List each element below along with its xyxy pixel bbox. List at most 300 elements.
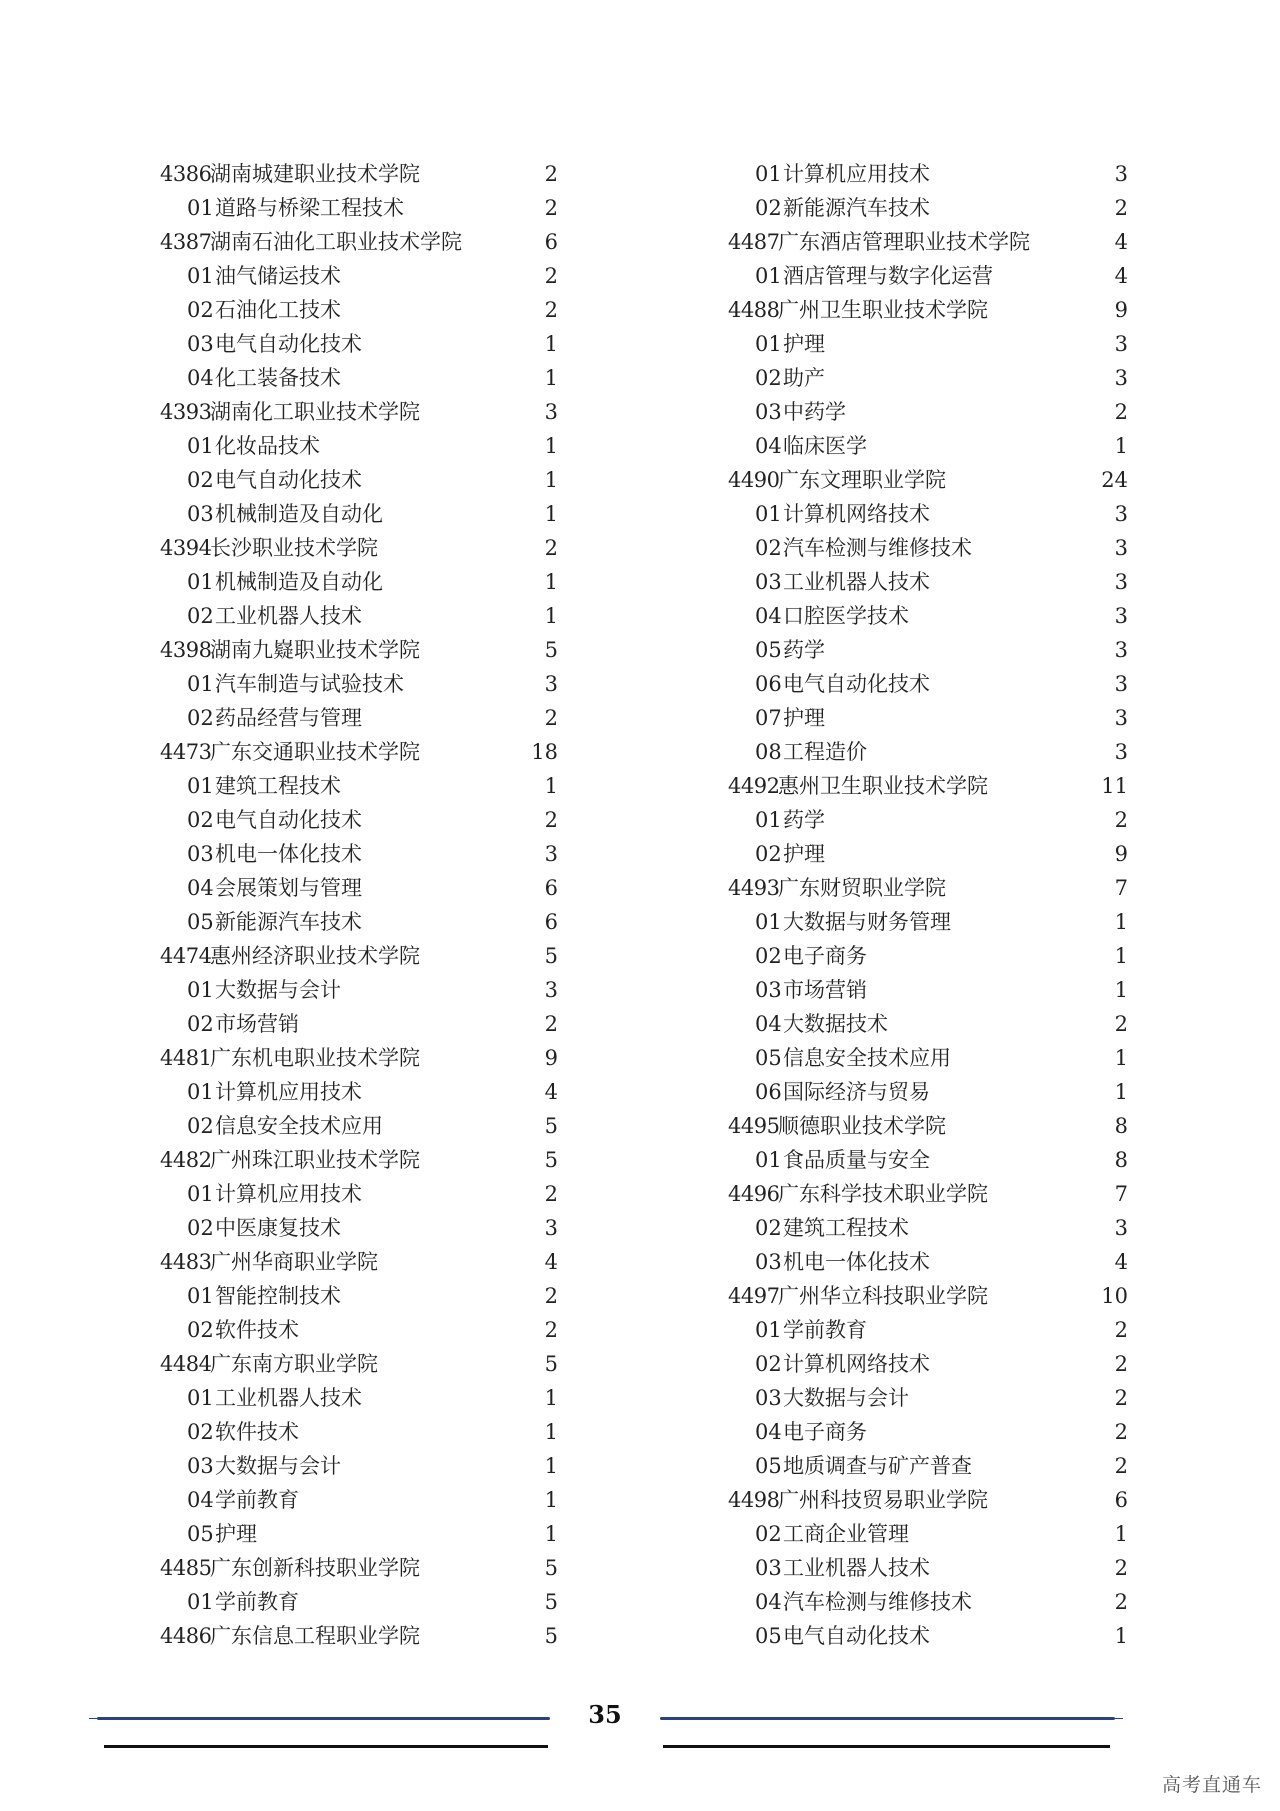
major-row (728, 327, 1128, 361)
major-name: 工业机器人技术 (215, 1386, 362, 1410)
enrollment-count: 4 (1114, 230, 1128, 254)
major-name: 工商企业管理 (783, 1522, 909, 1546)
major-code: 05 (755, 1046, 782, 1070)
major-code: 01 (755, 910, 782, 934)
enrollment-count: 3 (1114, 162, 1128, 186)
major-name: 油气储运技术 (215, 264, 341, 288)
major-row (728, 531, 1128, 565)
school-row (160, 395, 558, 429)
major-code: 04 (755, 1590, 782, 1614)
major-name: 汽车制造与试验技术 (215, 672, 404, 696)
school-name: 广州珠江职业技术学院 (210, 1148, 420, 1172)
major-code: 02 (187, 1420, 214, 1444)
major-row (728, 1415, 1128, 1449)
footer-rule-bottom-left (104, 1745, 548, 1748)
major-code: 02 (755, 1522, 782, 1546)
major-code: 02 (755, 944, 782, 968)
major-row (160, 837, 558, 871)
footer-rule-top-right (660, 1717, 1115, 1720)
major-code: 01 (187, 1080, 214, 1104)
major-name: 助产 (783, 366, 825, 390)
school-code: 4485 (160, 1556, 212, 1580)
major-code: 05 (755, 1454, 782, 1478)
school-name: 广东南方职业学院 (210, 1352, 378, 1376)
major-code: 03 (187, 842, 214, 866)
school-code: 4386 (160, 162, 212, 186)
major-name: 机械制造及自动化 (215, 502, 383, 526)
school-name: 广东财贸职业学院 (778, 876, 946, 900)
school-name: 广东酒店管理职业技术学院 (778, 230, 1030, 254)
major-name: 工业机器人技术 (215, 604, 362, 628)
major-row (160, 1313, 558, 1347)
school-code: 4490 (728, 468, 780, 492)
major-row (728, 1551, 1128, 1585)
school-name: 惠州经济职业技术学院 (210, 944, 420, 968)
major-row (160, 259, 558, 293)
enrollment-count: 3 (1114, 638, 1128, 662)
major-name: 大数据技术 (783, 1012, 888, 1036)
major-row (160, 1415, 558, 1449)
major-row (728, 939, 1128, 973)
school-code: 4496 (728, 1182, 780, 1206)
major-code: 01 (755, 808, 782, 832)
major-row (728, 1585, 1128, 1619)
major-code: 01 (187, 1386, 214, 1410)
footer-rule-bottom-right (663, 1745, 1110, 1748)
major-name: 机电一体化技术 (215, 842, 362, 866)
major-row (728, 1245, 1128, 1279)
enrollment-count: 9 (544, 1046, 558, 1070)
major-code: 04 (755, 1012, 782, 1036)
enrollment-count: 1 (544, 1420, 558, 1444)
major-row (160, 497, 558, 531)
enrollment-count: 3 (1114, 366, 1128, 390)
major-row (160, 565, 558, 599)
enrollment-count: 2 (544, 264, 558, 288)
major-code: 01 (187, 1284, 214, 1308)
major-code: 02 (187, 706, 214, 730)
major-name: 口腔医学技术 (783, 604, 909, 628)
enrollment-count: 3 (1114, 740, 1128, 764)
major-row (160, 293, 558, 327)
enrollment-count: 2 (1114, 1386, 1128, 1410)
major-name: 信息安全技术应用 (783, 1046, 951, 1070)
enrollment-count: 3 (544, 842, 558, 866)
major-name: 建筑工程技术 (215, 774, 341, 798)
major-name: 计算机网络技术 (783, 1352, 930, 1376)
major-name: 电气自动化技术 (783, 1624, 930, 1648)
major-row (728, 429, 1128, 463)
major-name: 计算机应用技术 (783, 162, 930, 186)
major-code: 03 (187, 332, 214, 356)
major-name: 大数据与会计 (215, 978, 341, 1002)
major-name: 汽车检测与维修技术 (783, 1590, 972, 1614)
enrollment-count: 18 (531, 740, 558, 764)
enrollment-count: 3 (544, 400, 558, 424)
major-row (160, 973, 558, 1007)
major-row (160, 361, 558, 395)
enrollment-count: 4 (544, 1250, 558, 1274)
major-code: 03 (755, 400, 782, 424)
enrollment-count: 3 (1114, 332, 1128, 356)
left-column (160, 157, 558, 1653)
school-name: 广东信息工程职业学院 (210, 1624, 420, 1648)
major-code: 01 (187, 264, 214, 288)
enrollment-count: 5 (544, 1114, 558, 1138)
major-row (160, 1211, 558, 1245)
enrollment-count: 5 (544, 1590, 558, 1614)
major-name: 电气自动化技术 (783, 672, 930, 696)
school-code: 4498 (728, 1488, 780, 1512)
school-name: 广东机电职业技术学院 (210, 1046, 420, 1070)
major-name: 软件技术 (215, 1318, 299, 1342)
enrollment-count: 1 (1114, 978, 1128, 1002)
school-code: 4474 (160, 944, 212, 968)
school-row (728, 1177, 1128, 1211)
school-code: 4484 (160, 1352, 212, 1376)
enrollment-count: 3 (1114, 570, 1128, 594)
major-name: 食品质量与安全 (783, 1148, 930, 1172)
major-row (160, 191, 558, 225)
school-name: 广东交通职业技术学院 (210, 740, 420, 764)
enrollment-count: 1 (544, 1386, 558, 1410)
school-code: 4394 (160, 536, 212, 560)
school-code: 4483 (160, 1250, 212, 1274)
major-name: 计算机网络技术 (783, 502, 930, 526)
school-code: 4486 (160, 1624, 212, 1648)
school-name: 湖南石油化工职业技术学院 (210, 230, 462, 254)
major-row (728, 667, 1128, 701)
major-row (160, 871, 558, 905)
major-code: 02 (755, 1216, 782, 1240)
school-code: 4473 (160, 740, 212, 764)
enrollment-count: 1 (1114, 910, 1128, 934)
enrollment-count: 2 (1114, 196, 1128, 220)
enrollment-count: 1 (1114, 1522, 1128, 1546)
school-row (160, 1619, 558, 1653)
school-code: 4393 (160, 400, 212, 424)
major-row (160, 1109, 558, 1143)
major-name: 工业机器人技术 (783, 570, 930, 594)
enrollment-count: 3 (1114, 1216, 1128, 1240)
school-name: 广州科技贸易职业学院 (778, 1488, 988, 1512)
major-name: 国际经济与贸易 (783, 1080, 930, 1104)
major-name: 智能控制技术 (215, 1284, 341, 1308)
major-row (728, 1007, 1128, 1041)
enrollment-count: 3 (1114, 706, 1128, 730)
enrollment-count: 2 (1114, 1556, 1128, 1580)
enrollment-count: 2 (544, 162, 558, 186)
major-name: 工业机器人技术 (783, 1556, 930, 1580)
major-code: 02 (187, 604, 214, 628)
major-name: 市场营销 (215, 1012, 299, 1036)
major-code: 01 (187, 570, 214, 594)
major-row (728, 395, 1128, 429)
enrollment-count: 4 (544, 1080, 558, 1104)
major-name: 学前教育 (215, 1488, 299, 1512)
major-code: 02 (187, 808, 214, 832)
enrollment-count: 2 (544, 1012, 558, 1036)
major-code: 02 (187, 1114, 214, 1138)
major-code: 06 (755, 1080, 782, 1104)
school-row (728, 1483, 1128, 1517)
major-row (728, 905, 1128, 939)
enrollment-count: 3 (544, 978, 558, 1002)
school-row (728, 225, 1128, 259)
major-code: 02 (187, 298, 214, 322)
school-row (160, 1347, 558, 1381)
major-row (160, 1177, 558, 1211)
enrollment-count: 2 (1114, 1352, 1128, 1376)
major-row (728, 191, 1128, 225)
school-row (728, 1279, 1128, 1313)
major-row (160, 1279, 558, 1313)
major-code: 02 (755, 536, 782, 560)
major-code: 01 (187, 434, 214, 458)
school-code: 4493 (728, 876, 780, 900)
enrollment-count: 9 (1114, 298, 1128, 322)
school-code: 4482 (160, 1148, 212, 1172)
major-code: 03 (755, 1386, 782, 1410)
page-number: 35 (588, 1700, 622, 1729)
major-row (728, 1517, 1128, 1551)
enrollment-count: 5 (544, 1352, 558, 1376)
major-row (728, 701, 1128, 735)
school-code: 4398 (160, 638, 212, 662)
school-code: 4481 (160, 1046, 212, 1070)
enrollment-count: 1 (1114, 1624, 1128, 1648)
major-row (160, 327, 558, 361)
enrollment-count: 2 (544, 706, 558, 730)
school-code: 4387 (160, 230, 212, 254)
major-row (728, 973, 1128, 1007)
enrollment-count: 1 (1114, 944, 1128, 968)
major-code: 06 (755, 672, 782, 696)
enrollment-count: 2 (544, 1318, 558, 1342)
major-name: 护理 (783, 842, 825, 866)
major-name: 市场营销 (783, 978, 867, 1002)
enrollment-count: 1 (544, 570, 558, 594)
major-name: 大数据与会计 (783, 1386, 909, 1410)
school-row (728, 463, 1128, 497)
major-code: 05 (755, 1624, 782, 1648)
major-name: 地质调查与矿产普查 (783, 1454, 972, 1478)
major-code: 04 (187, 1488, 214, 1512)
major-code: 02 (187, 1216, 214, 1240)
enrollment-count: 9 (1114, 842, 1128, 866)
school-row (160, 939, 558, 973)
major-row (728, 1381, 1128, 1415)
major-code: 03 (755, 978, 782, 1002)
major-row (728, 157, 1128, 191)
school-name: 长沙职业技术学院 (210, 536, 378, 560)
major-name: 软件技术 (215, 1420, 299, 1444)
major-row (160, 463, 558, 497)
watermark-text: 高考直通车 (1161, 1774, 1262, 1796)
major-code: 05 (755, 638, 782, 662)
major-code: 01 (755, 162, 782, 186)
school-name: 广东文理职业学院 (778, 468, 946, 492)
school-name: 广州华立科技职业学院 (778, 1284, 988, 1308)
major-code: 01 (187, 978, 214, 1002)
enrollment-count: 2 (544, 1182, 558, 1206)
school-name: 湖南城建职业技术学院 (210, 162, 420, 186)
enrollment-count: 2 (544, 1284, 558, 1308)
enrollment-count: 1 (544, 434, 558, 458)
major-name: 化妆品技术 (215, 434, 320, 458)
enrollment-count: 2 (1114, 400, 1128, 424)
enrollment-count: 1 (544, 468, 558, 492)
major-row (728, 1143, 1128, 1177)
major-name: 新能源汽车技术 (783, 196, 930, 220)
major-name: 中药学 (783, 400, 846, 424)
major-code: 04 (755, 1420, 782, 1444)
school-code: 4488 (728, 298, 780, 322)
major-name: 中医康复技术 (215, 1216, 341, 1240)
enrollment-count: 3 (544, 672, 558, 696)
school-name: 湖南化工职业技术学院 (210, 400, 420, 424)
major-code: 03 (187, 502, 214, 526)
school-row (160, 1551, 558, 1585)
enrollment-count: 5 (544, 1624, 558, 1648)
enrollment-count: 1 (544, 332, 558, 356)
enrollment-count: 7 (1114, 876, 1128, 900)
major-row (160, 667, 558, 701)
major-name: 建筑工程技术 (783, 1216, 909, 1240)
major-row (728, 1075, 1128, 1109)
school-code: 4487 (728, 230, 780, 254)
enrollment-count: 1 (544, 366, 558, 390)
major-name: 酒店管理与数字化运营 (783, 264, 993, 288)
major-code: 03 (755, 1250, 782, 1274)
major-code: 03 (755, 1556, 782, 1580)
major-row (160, 1517, 558, 1551)
school-row (728, 1109, 1128, 1143)
major-row (160, 701, 558, 735)
major-code: 07 (755, 706, 782, 730)
major-code: 04 (187, 876, 214, 900)
enrollment-count: 6 (544, 910, 558, 934)
major-code: 03 (755, 570, 782, 594)
major-code: 01 (187, 1182, 214, 1206)
major-name: 护理 (783, 706, 825, 730)
school-row (160, 735, 558, 769)
enrollment-count: 1 (1114, 1046, 1128, 1070)
major-code: 02 (755, 1352, 782, 1376)
major-code: 08 (755, 740, 782, 764)
major-row (160, 1449, 558, 1483)
school-code: 4492 (728, 774, 780, 798)
major-code: 01 (755, 264, 782, 288)
major-row (160, 1075, 558, 1109)
major-code: 01 (187, 774, 214, 798)
major-code: 01 (187, 196, 214, 220)
major-name: 新能源汽车技术 (215, 910, 362, 934)
major-code: 02 (755, 366, 782, 390)
major-name: 计算机应用技术 (215, 1080, 362, 1104)
enrollment-count: 2 (1114, 1420, 1128, 1444)
major-row (160, 599, 558, 633)
enrollment-count: 2 (1114, 1318, 1128, 1342)
enrollment-count: 5 (544, 944, 558, 968)
enrollment-count: 2 (544, 808, 558, 832)
major-row (728, 803, 1128, 837)
major-code: 02 (755, 842, 782, 866)
enrollment-count: 1 (1114, 1080, 1128, 1104)
school-name: 湖南九嶷职业技术学院 (210, 638, 420, 662)
school-row (160, 225, 558, 259)
school-row (160, 1143, 558, 1177)
school-row (160, 1245, 558, 1279)
major-name: 电子商务 (783, 944, 867, 968)
major-name: 学前教育 (215, 1590, 299, 1614)
enrollment-count: 11 (1101, 774, 1128, 798)
school-row (728, 871, 1128, 905)
major-row (728, 1347, 1128, 1381)
major-row (728, 259, 1128, 293)
major-row (728, 1041, 1128, 1075)
major-name: 化工装备技术 (215, 366, 341, 390)
enrollment-count: 2 (544, 536, 558, 560)
enrollment-count: 2 (544, 298, 558, 322)
major-name: 电气自动化技术 (215, 332, 362, 356)
enrollment-count: 2 (1114, 1454, 1128, 1478)
enrollment-count: 4 (1114, 264, 1128, 288)
enrollment-count: 3 (1114, 502, 1128, 526)
enrollment-count: 5 (544, 638, 558, 662)
major-row (160, 803, 558, 837)
enrollment-count: 3 (1114, 672, 1128, 696)
enrollment-count: 1 (1114, 434, 1128, 458)
school-name: 广东创新科技职业学院 (210, 1556, 420, 1580)
major-name: 石油化工技术 (215, 298, 341, 322)
major-row (728, 565, 1128, 599)
enrollment-count: 1 (544, 1488, 558, 1512)
right-column (728, 157, 1128, 1653)
major-row (728, 361, 1128, 395)
major-row (160, 1483, 558, 1517)
major-name: 大数据与会计 (215, 1454, 341, 1478)
enrollment-count: 2 (1114, 808, 1128, 832)
enrollment-count: 24 (1101, 468, 1128, 492)
school-name: 顺德职业技术学院 (778, 1114, 946, 1138)
major-code: 05 (187, 1522, 214, 1546)
major-row (160, 905, 558, 939)
enrollment-count: 2 (1114, 1012, 1128, 1036)
major-name: 大数据与财务管理 (783, 910, 951, 934)
major-name: 学前教育 (783, 1318, 867, 1342)
major-row (160, 1381, 558, 1415)
school-row (160, 157, 558, 191)
enrollment-count: 1 (544, 502, 558, 526)
major-row (160, 769, 558, 803)
major-row (728, 735, 1128, 769)
major-code: 01 (755, 502, 782, 526)
enrollment-count: 10 (1101, 1284, 1128, 1308)
major-code: 01 (755, 1318, 782, 1342)
major-code: 04 (187, 366, 214, 390)
major-name: 工程造价 (783, 740, 867, 764)
enrollment-count: 8 (1114, 1148, 1128, 1172)
major-row (728, 837, 1128, 871)
footer-rule-top-left (97, 1717, 550, 1720)
enrollment-count: 7 (1114, 1182, 1128, 1206)
major-name: 机械制造及自动化 (215, 570, 383, 594)
major-code: 01 (187, 1590, 214, 1614)
enrollment-count: 3 (544, 1216, 558, 1240)
enrollment-count: 6 (1114, 1488, 1128, 1512)
school-row (160, 1041, 558, 1075)
